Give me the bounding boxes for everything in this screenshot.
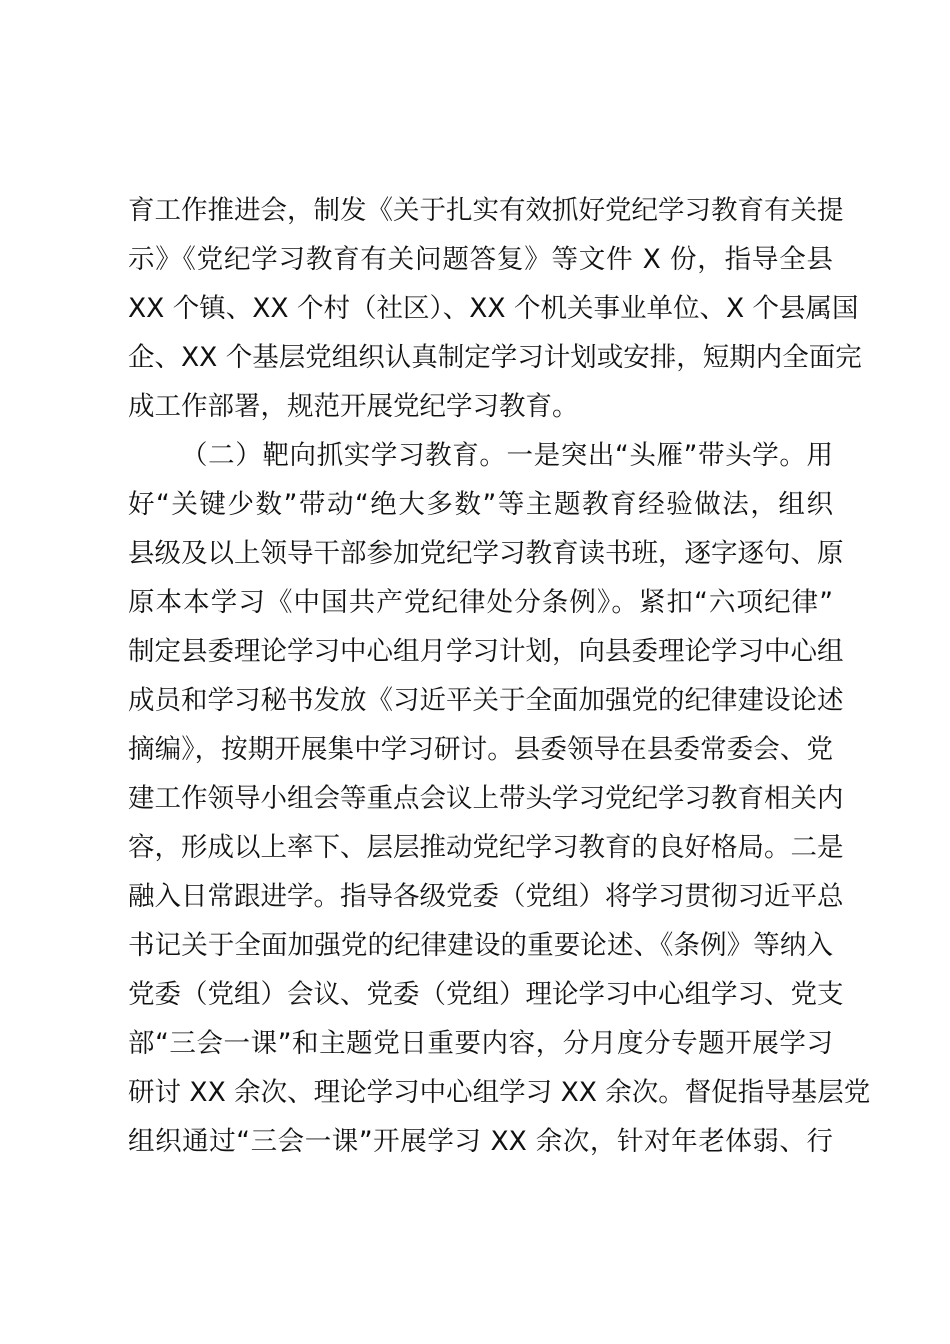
- text-line: 党委（党组）会议、党委（党组）理论学习中心组学习、党支: [128, 979, 844, 1010]
- text-line: 原本本学习《中国共产党纪律处分条例》。紧扣“六项纪律”: [128, 587, 833, 618]
- text-line: 县级及以上领导干部参加党纪学习教育读书班，逐字逐句、原: [128, 538, 844, 569]
- text-line: XX 个镇、XX 个村（社区）、XX 个机关事业单位、X 个县属国: [128, 293, 859, 324]
- text-line: 容，形成以上率下、层层推动党纪学习教育的良好格局。二是: [128, 832, 844, 863]
- text-line: 融入日常跟进学。指导各级党委（党组）将学习贯彻习近平总: [128, 881, 844, 912]
- text-line: 企、XX 个基层党组织认真制定学习计划或安排，短期内全面完: [128, 342, 862, 373]
- text-line: 研讨 XX 余次、理论学习中心组学习 XX 余次。督促指导基层党: [128, 1077, 871, 1108]
- text-line: 育工作推进会，制发《关于扎实有效抓好党纪学习教育有关提: [128, 195, 844, 226]
- body-text: [128, 186, 871, 1166]
- text-line: 书记关于全面加强党的纪律建设的重要论述、《条例》等纳入: [128, 930, 833, 961]
- paragraph-start-line: （二）靶向抓实学习教育。一是突出“头雁”带头学。用: [181, 440, 833, 471]
- text-line: 制定县委理论学习中心组月学习计划，向县委理论学习中心组: [128, 636, 844, 667]
- text-line: 建工作领导小组会等重点会议上带头学习党纪学习教育相关内: [128, 783, 844, 814]
- text-line: 摘编》，按期开展集中学习研讨。县委领导在县委常委会、党: [128, 734, 833, 765]
- text-line: 好“关键少数”带动“绝大多数”等主题教育经验做法，组织: [128, 489, 833, 520]
- text-line: 成员和学习秘书发放《习近平关于全面加强党的纪律建设论述: [128, 685, 844, 716]
- text-line: 成工作部署，规范开展党纪学习教育。: [128, 391, 579, 422]
- text-line: 组织通过“三会一课”开展学习 XX 余次，针对年老体弱、行: [128, 1126, 833, 1157]
- text-line: 部“三会一课”和主题党日重要内容，分月度分专题开展学习: [128, 1028, 833, 1059]
- text-line: 示》《党纪学习教育有关问题答复》等文件 X 份，指导全县: [128, 244, 833, 275]
